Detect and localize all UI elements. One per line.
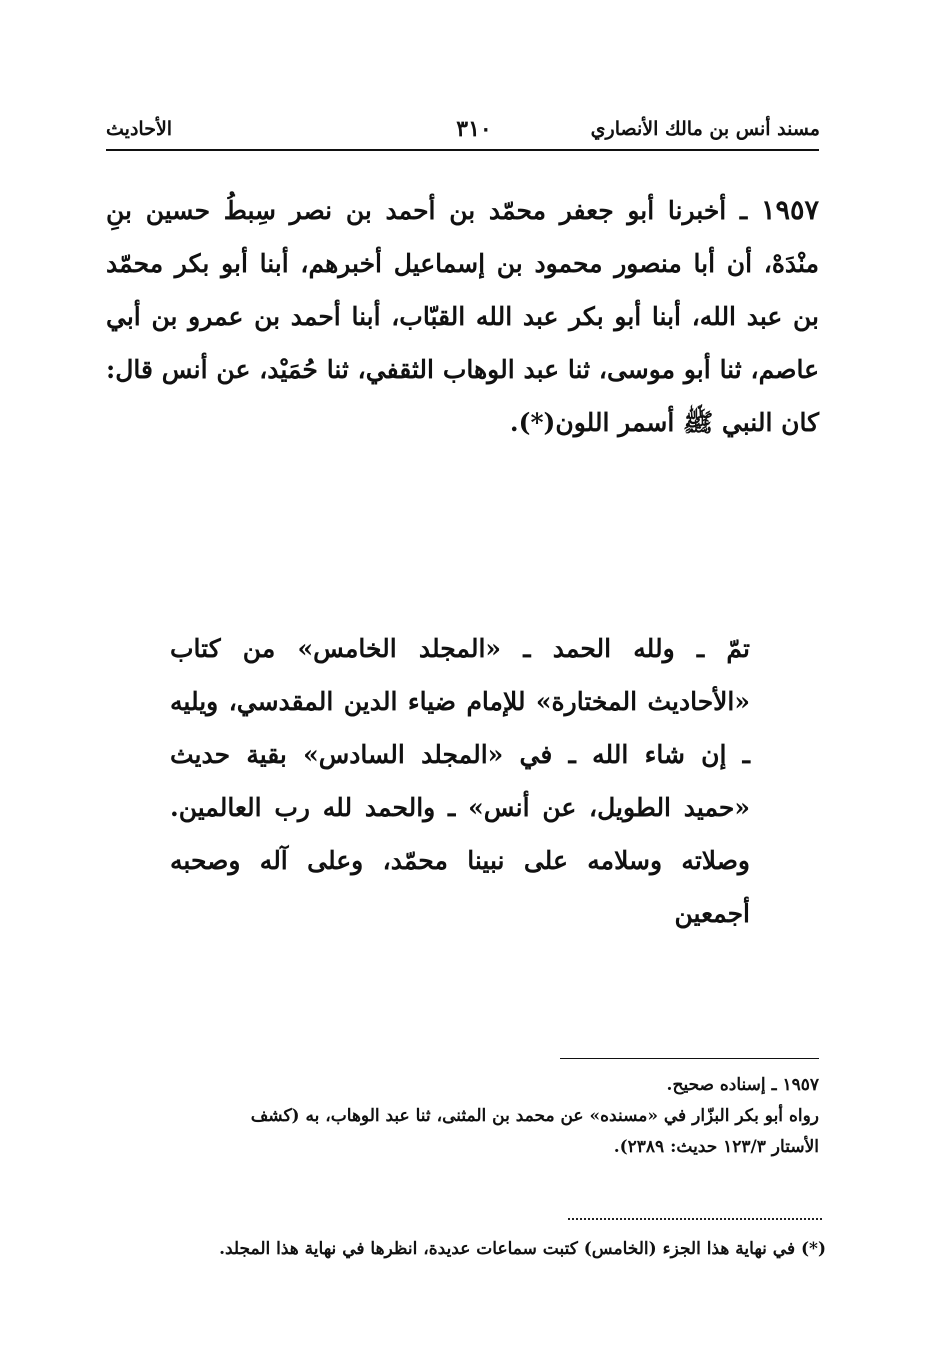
- footnote-hadith: [106, 1070, 819, 1163]
- running-header-book-title: مسند أنس بن مالك الأنصاري: [590, 118, 820, 140]
- footnote-line: الأستار ١٢٣/٣ حديث: ٢٣٨٩).: [613, 1137, 819, 1157]
- colophon: تمّ ـ ولله الحمد ـ «المجلد الخامس» من كتاب «الأحاديث المختارة» للإمام ضياء الدين المقدسي، ويليه ـ إن شاء الله ـ في «المجلد السادس» بقية حديث «حميد الطويل، عن أنس» ـ والحمد لله رب العالمين. وصلاته وسلامه على نبينا محمّد، وعلى آله وصحبه أجمعين: [170, 634, 750, 928]
- running-header-section: الأحاديث: [106, 118, 173, 140]
- hadith-body: ـ أخبرنا أبو جعفر محمّد بن أحمد بن نصر سِبطُ حسين بنِ منْدَهْ، أن أبا منصور محمود بن إسماعيل أخبرهم، أبنا أبو بكر محمّد بن عبد الله، أبنا أبو بكر عبد الله القبّاب، أبنا أحمد بن عمرو بن أبي عاصم، ثنا أبو موسى، ثنا عبد الوهاب الثقفي، ثنا حُمَيْد، عن أنس قال: كان النبي ﷺ أسمر اللون(*).: [106, 196, 819, 437]
- header-rule: [106, 149, 819, 151]
- page-number: ٣١٠: [456, 116, 492, 142]
- footnote-line: رواه أبو بكر البزّار في «مسنده» عن محمد بن المثنى، ثنا عبد الوهاب، به (كشف: [250, 1106, 819, 1126]
- footnote-rule: [560, 1058, 819, 1059]
- footnote-dotted-rule: [568, 1218, 822, 1220]
- hadith-number: ١٩٥٧: [760, 195, 819, 226]
- footnote-line: ١٩٥٧ ـ إسناده صحيح.: [666, 1075, 819, 1095]
- footnote-asterisk: (*) في نهاية هذا الجزء (الخامس) كتبت سماعات عديدة، انظرها في نهاية هذا المجلد.: [219, 1239, 826, 1259]
- hadith-text: [106, 184, 819, 449]
